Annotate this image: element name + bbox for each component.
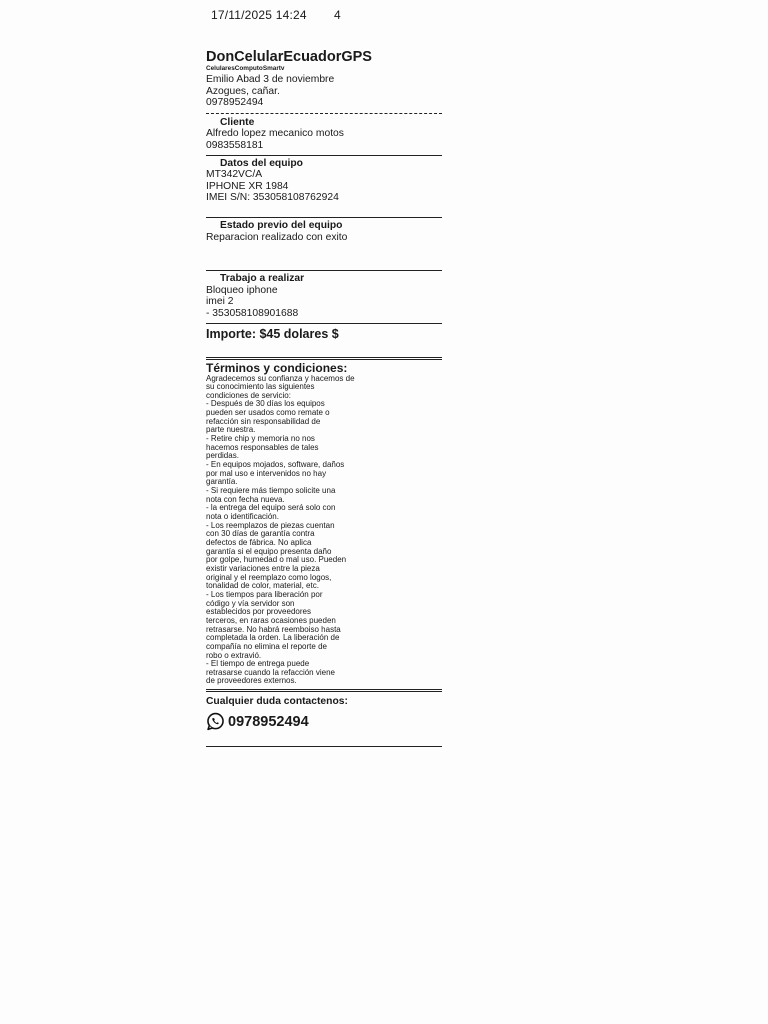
divider xyxy=(206,155,442,156)
terminos-line: robo o extravió. xyxy=(206,650,262,660)
equipo-name: IPHONE XR 1984 xyxy=(206,180,289,192)
cliente-name: Alfredo lopez mecanico motos xyxy=(206,128,344,140)
terminos-line: - Después de 30 días los equipos xyxy=(206,399,325,409)
divider-double xyxy=(206,357,442,360)
print-datetime: 17/11/2025 14:24 xyxy=(211,8,307,22)
divider xyxy=(206,323,442,324)
terminos-line: - Los tiempos para liberación por xyxy=(206,589,323,599)
terminos-line: garantía si el equipo presenta daño xyxy=(206,546,332,556)
shop-subtitle: CelularesComputoSmartv xyxy=(206,65,285,72)
shop-phone: 0978952494 xyxy=(206,97,264,109)
terminos-text xyxy=(206,375,376,687)
terminos-line: de proveedores externos. xyxy=(206,676,297,686)
terminos-line: retrasarse cuando la refacción viene xyxy=(206,667,335,677)
terminos-line: por mal uso e intervenidos no hay xyxy=(206,468,327,478)
estado-text: Reparacion realizado con exito xyxy=(206,231,348,243)
terminos-line: parte nuestra. xyxy=(206,425,256,435)
terminos-line: terceros, en raras ocasiones pueden xyxy=(206,615,336,625)
terminos-line: nota o identificación. xyxy=(206,512,279,521)
terminos-line: Agradecemos su confianza y hacemos de xyxy=(206,373,355,383)
contact-phone-row xyxy=(206,712,442,731)
terminos-title: Términos y condiciones: xyxy=(206,360,348,375)
terminos-line: original y el reemplazo como logos, xyxy=(206,572,332,582)
terminos-line: pueden ser usados como remate o xyxy=(206,408,330,418)
contact-label: Cualquier duda contactenos: xyxy=(206,696,348,708)
whatsapp-icon xyxy=(206,712,225,731)
terminos-line: completada la orden. La liberación de xyxy=(206,633,340,643)
trabajo-line-3: - 353058108901688 xyxy=(206,307,299,319)
terminos-line: perdidas. xyxy=(206,451,239,461)
terminos-line: - Los reemplazos de piezas cuentan xyxy=(206,520,335,530)
equipo-model: MT342VC/A xyxy=(206,169,263,181)
terminos-line: defectos de fábrica. No aplica xyxy=(206,537,312,547)
shop-name: DonCelularEcuadorGPS xyxy=(206,49,372,65)
equipo-title: Datos del equipo xyxy=(220,157,303,169)
terminos-line: por golpe, humedad o mal uso. Pueden xyxy=(206,555,347,565)
receipt xyxy=(206,49,442,749)
cliente-title: Cliente xyxy=(220,116,255,128)
terminos-line: tonalidad de color, material, etc. xyxy=(206,581,319,591)
terminos-line: condiciones de servicio: xyxy=(206,390,291,400)
terminos-line: - El tiempo de entrega puede xyxy=(206,659,310,669)
terminos-line: con 30 días de garantía contra xyxy=(206,529,315,539)
divider-dashed xyxy=(206,113,442,114)
terminos-line: refacción sin responsabilidad de xyxy=(206,416,321,426)
divider xyxy=(206,746,442,747)
divider xyxy=(206,217,442,218)
divider xyxy=(206,270,442,271)
trabajo-line-1: Bloqueo iphone xyxy=(206,284,278,296)
cliente-phone: 0983558181 xyxy=(206,139,264,151)
terminos-line: - En equipos mojados, software, daños xyxy=(206,460,345,470)
shop-address-line1: Emilio Abad 3 de noviembre xyxy=(206,74,335,85)
page-number: 4 xyxy=(334,8,341,22)
trabajo-title: Trabajo a realizar xyxy=(220,273,305,285)
terminos-line: - la entrega del equipo será solo con xyxy=(206,503,336,513)
divider-double xyxy=(206,689,442,692)
estado-title: Estado previo del equipo xyxy=(220,219,343,231)
terminos-line: retrasarse. No habrá reemboiso hasta xyxy=(206,624,341,634)
shop-address-line2: Azogues, cañar. xyxy=(206,85,280,97)
contact-phone: 0978952494 xyxy=(228,713,309,730)
terminos-line: establecidos por proveedores xyxy=(206,607,311,617)
importe-total: Importe: $45 dolares $ xyxy=(206,326,339,341)
terminos-line: hacemos responsables de tales xyxy=(206,442,319,452)
terminos-line: nota con fecha nueva. xyxy=(206,494,285,504)
terminos-line: - Si requiere más tiempo solicite una xyxy=(206,486,336,496)
terminos-line: su conocimiento las siguientes xyxy=(206,382,315,392)
terminos-line: compañía no elimina el reporte de xyxy=(206,641,327,651)
terminos-line: garantía. xyxy=(206,477,238,487)
terminos-line: - Retire chip y memoria no nos xyxy=(206,434,315,444)
trabajo-line-2: imei 2 xyxy=(206,296,234,308)
equipo-imei: IMEI S/N: 353058108762924 xyxy=(206,192,339,204)
terminos-line: código y vía servidor son xyxy=(206,598,295,608)
terminos-line: existir variaciones entre la pieza xyxy=(206,563,320,573)
